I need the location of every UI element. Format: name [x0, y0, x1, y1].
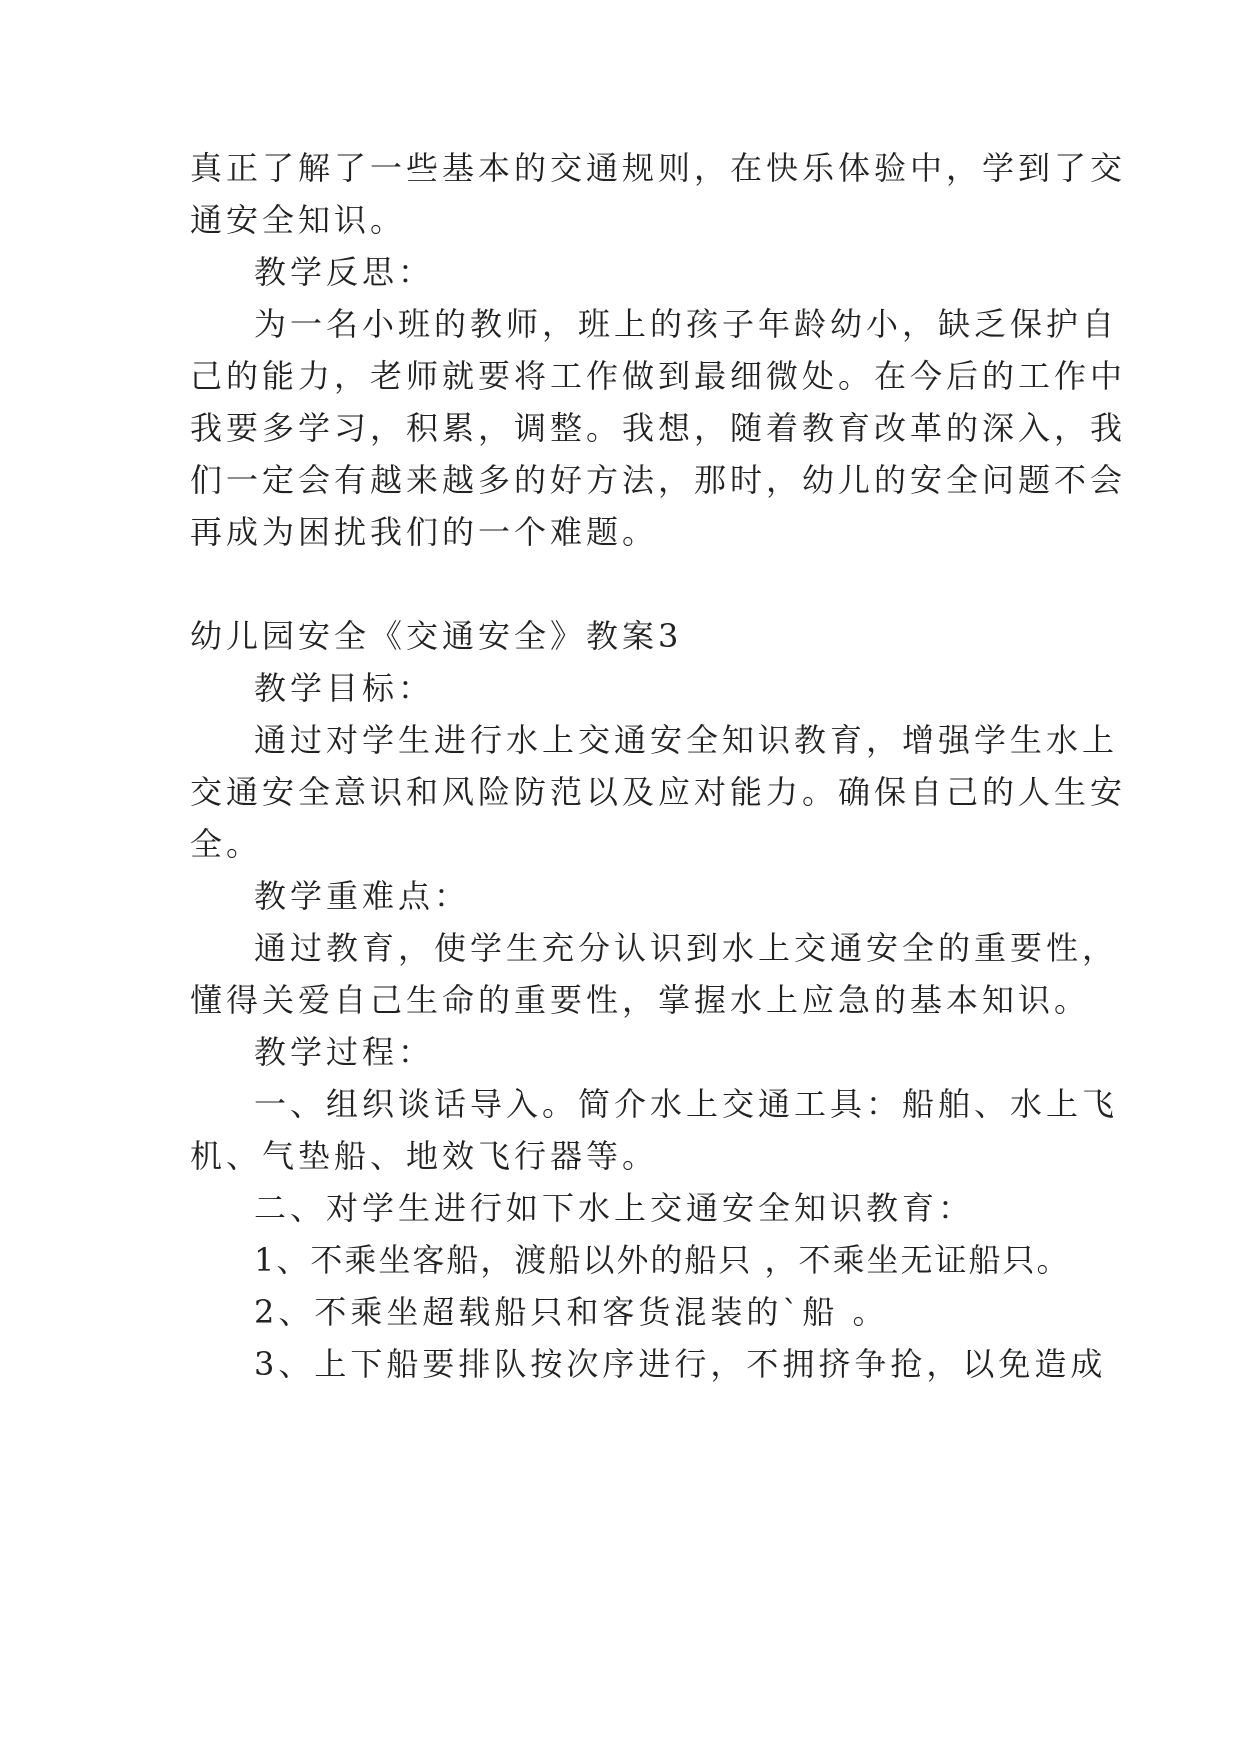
- paragraph-line: 全。: [190, 825, 263, 863]
- paragraph-line: 一、组织谈话导入。简介水上交通工具：船舶、水上飞: [254, 1085, 1119, 1123]
- document-title: 幼儿园安全《交通安全》教案3: [190, 617, 683, 655]
- paragraph-line: 机、气垫船、地效飞行器等。: [190, 1137, 659, 1175]
- section-heading: 教学过程：: [254, 1033, 435, 1071]
- paragraph-line: 己的能力，老师就要将工作做到最细微处。在今后的工作中: [190, 357, 1127, 395]
- paragraph-line: 真正了解了一些基本的交通规则，在快乐体验中，学到了交: [190, 149, 1127, 187]
- list-item: 1、不乘坐客船，渡船以外的船只 ，不乘坐无证船只。: [254, 1241, 1071, 1279]
- list-item: 2、不乘坐超载船只和客货混装的`船 。: [254, 1293, 889, 1331]
- paragraph-line: 为一名小班的教师，班上的孩子年龄幼小，缺乏保护自: [254, 305, 1119, 343]
- paragraph-line: 通过教育，使学生充分认识到水上交通安全的重要性，: [254, 929, 1119, 967]
- section-heading: 教学目标：: [254, 669, 435, 707]
- section-heading: 教学反思：: [254, 253, 435, 291]
- paragraph-line: 二、对学生进行如下水上交通安全知识教育：: [254, 1189, 975, 1227]
- paragraph-line: 们一定会有越来越多的好方法，那时，幼儿的安全问题不会: [190, 461, 1127, 499]
- paragraph-line: 通过对学生进行水上交通安全知识教育，增强学生水上: [254, 721, 1119, 759]
- paragraph-line: 通安全知识。: [190, 201, 407, 239]
- list-item: 3、上下船要排队按次序进行，不拥挤争抢，以免造成: [254, 1345, 1107, 1383]
- paragraph-line: 我要多学习，积累，调整。我想，随着教育改革的深入，我: [190, 409, 1127, 447]
- paragraph-line: 交通安全意识和风险防范以及应对能力。确保自己的人生安: [190, 773, 1127, 811]
- paragraph-line: 懂得关爱自己生命的重要性，掌握水上应急的基本知识。: [190, 981, 1091, 1019]
- paragraph-line: 再成为困扰我们的一个难题。: [190, 513, 659, 551]
- section-heading: 教学重难点：: [254, 877, 471, 915]
